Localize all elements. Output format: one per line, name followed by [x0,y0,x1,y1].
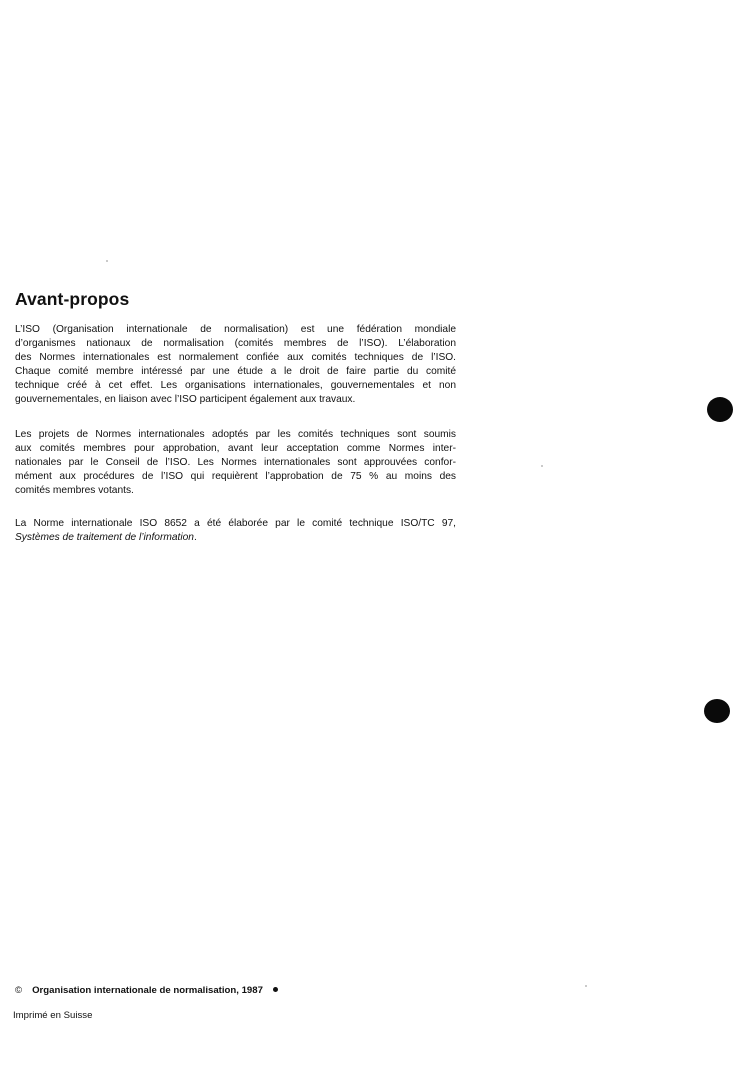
paragraph-approval [15,428,456,498]
paragraph-line: gouvernementales, en liaison avec l’ISO participent également aux travaux. [15,394,356,406]
paragraph-iso-intro [15,323,456,408]
paragraph-line: La Norme internationale ISO 8652 a été élaborée par le comité technique ISO/TC 97, [15,518,456,529]
scan-speck [106,260,108,262]
copyright-symbol: © [15,985,23,996]
committee-title: Systèmes de traitement de l’information [15,532,194,544]
copyright-line [15,985,278,996]
paragraph-line: technique créé à cet effet. Les organisations internationales, gouvernementales et non [15,380,456,392]
paragraph-line [15,531,456,545]
paragraph-line: aux comités membres pour approbation, avant leur acceptation comme Normes inter- [15,443,456,455]
printed-in-line: Imprimé en Suisse [13,1010,93,1021]
paragraph-line: Chaque comité membre intéressé par une étude a le droit de faire partie du comité [15,366,456,378]
paragraph-line: comités membres votants. [15,485,134,497]
bullet-icon [273,987,278,992]
scan-speck [585,985,587,987]
paragraph-line: Les projets de Normes internationales adoptés par les comités techniques sont soumis [15,429,456,440]
paragraph-line: d’organismes nationaux de normalisation (comités membres de l’ISO). L’élaboration [15,338,456,350]
paragraph-line: nationales par le Conseil de l’ISO. Les Normes internationales sont approuvées confor- [15,457,456,469]
sentence-end: . [193,532,197,544]
paragraph-line: des Normes internationales est normalement confiée aux comités techniques de l’ISO. [15,352,456,364]
copyright-text: Organisation internationale de normalisation, 1987 [32,985,263,996]
paragraph-line: mément aux procédures de l’ISO qui requièrent l’approbation de 75 % au moins des [15,471,456,483]
page-title: Avant-propos [15,289,130,309]
paragraph-committee [15,517,456,545]
punch-hole-icon [707,397,733,422]
scan-speck [541,465,543,467]
punch-hole-icon [704,699,730,723]
paragraph-line: L’ISO (Organisation internationale de normalisation) est une fédération mondiale [15,324,456,335]
